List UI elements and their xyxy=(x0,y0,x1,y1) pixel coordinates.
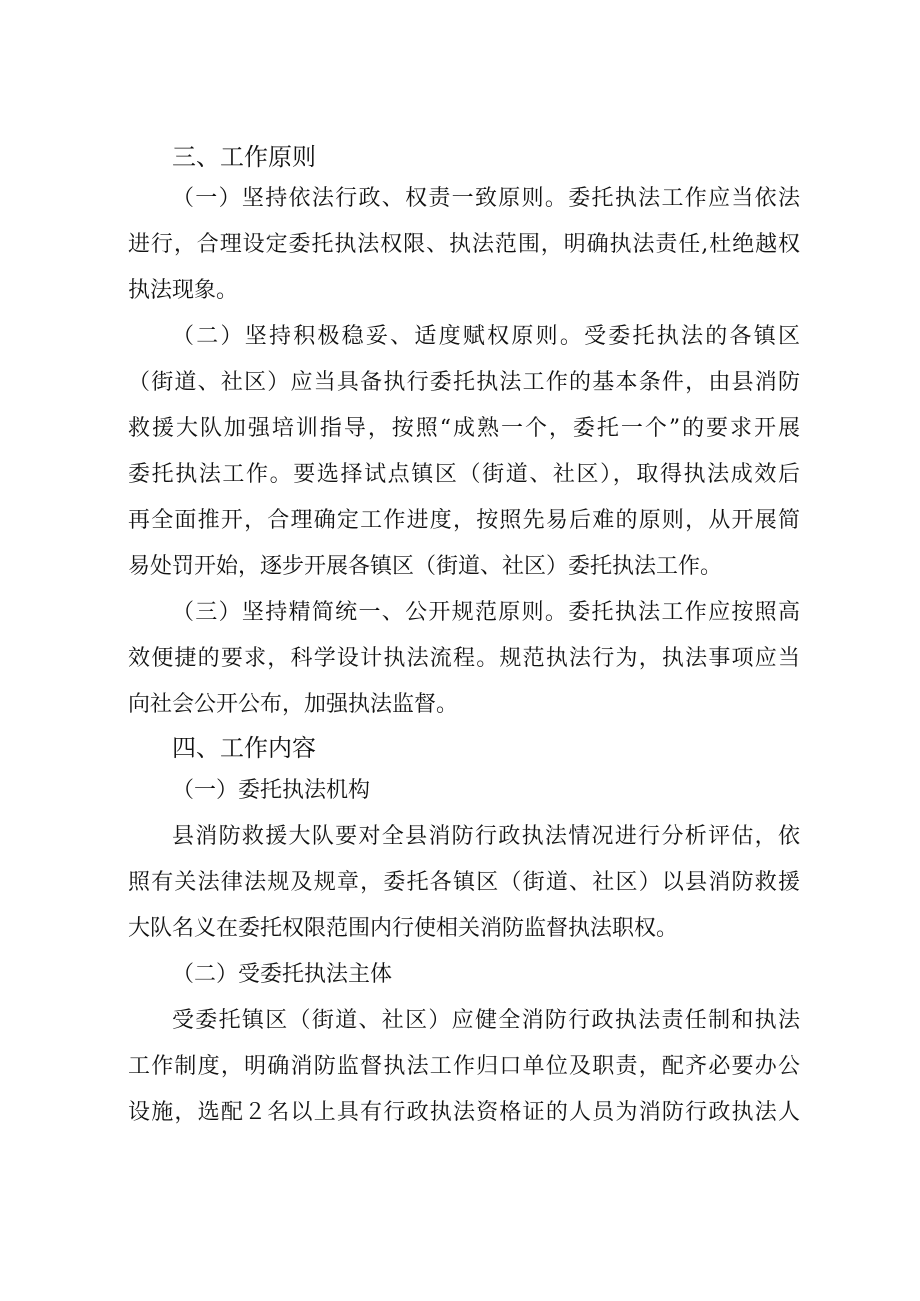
paragraph-line: 照有关法律法规及规章，委托各镇区（街道、社区）以县消防救援 xyxy=(128,870,800,895)
paragraph-line: 向社会公开公布，加强执法监督。 xyxy=(128,692,459,717)
paragraph-line: 工作制度，明确消防监督执法工作归口单位及职责，配齐必要办公 xyxy=(128,1054,800,1079)
paragraph-line: 设施，选配２名以上具有行政执法资格证的人员为消防行政执法人 xyxy=(128,1100,800,1125)
paragraph-line: 效便捷的要求，科学设计执法流程。规范执法行为，执法事项应当 xyxy=(128,646,800,671)
section-heading-principles: 三、工作原则 xyxy=(172,143,316,171)
paragraph-line: （二）坚持积极稳妥、适度赋权原则。受委托执法的各镇区 xyxy=(172,324,800,349)
paragraph-line: 大队名义在委托权限范围内行使相关消防监督执法职权。 xyxy=(128,916,679,941)
paragraph-line: 受委托镇区（街道、社区）应健全消防行政执法责任制和执法 xyxy=(172,1008,800,1033)
paragraph-line: （街道、社区）应当具备执行委托执法工作的基本条件，由县消防 xyxy=(128,370,800,395)
paragraph-line: （一）坚持依法行政、权责一致原则。委托执法工作应当依法 xyxy=(172,186,800,211)
paragraph-line: 易处罚开始，逐步开展各镇区（街道、社区）委托执法工作。 xyxy=(128,554,723,579)
paragraph-line: 执法现象。 xyxy=(128,278,239,303)
section-heading-content: 四、工作内容 xyxy=(172,734,316,762)
subsection-title: （一）委托执法机构 xyxy=(172,778,371,803)
paragraph-line: 救援大队加强培训指导，按照“成熟一个，委托一个”的要求开展 xyxy=(128,416,800,441)
paragraph-line: 再全面推开，合理确定工作进度，按照先易后难的原则，从开展简 xyxy=(128,508,800,533)
subsection-title: （二）受委托执法主体 xyxy=(172,962,393,987)
paragraph-line: 委托执法工作。要选择试点镇区（街道、社区），取得执法成效后 xyxy=(128,462,800,487)
paragraph-line: 县消防救援大队要对全县消防行政执法情况进行分析评估，依 xyxy=(172,824,800,849)
paragraph-line: 进行，合理设定委托执法权限、执法范围，明确执法责任,杜绝越权 xyxy=(128,232,800,257)
paragraph-line: （三）坚持精简统一、公开规范原则。委托执法工作应按照高 xyxy=(172,600,800,625)
